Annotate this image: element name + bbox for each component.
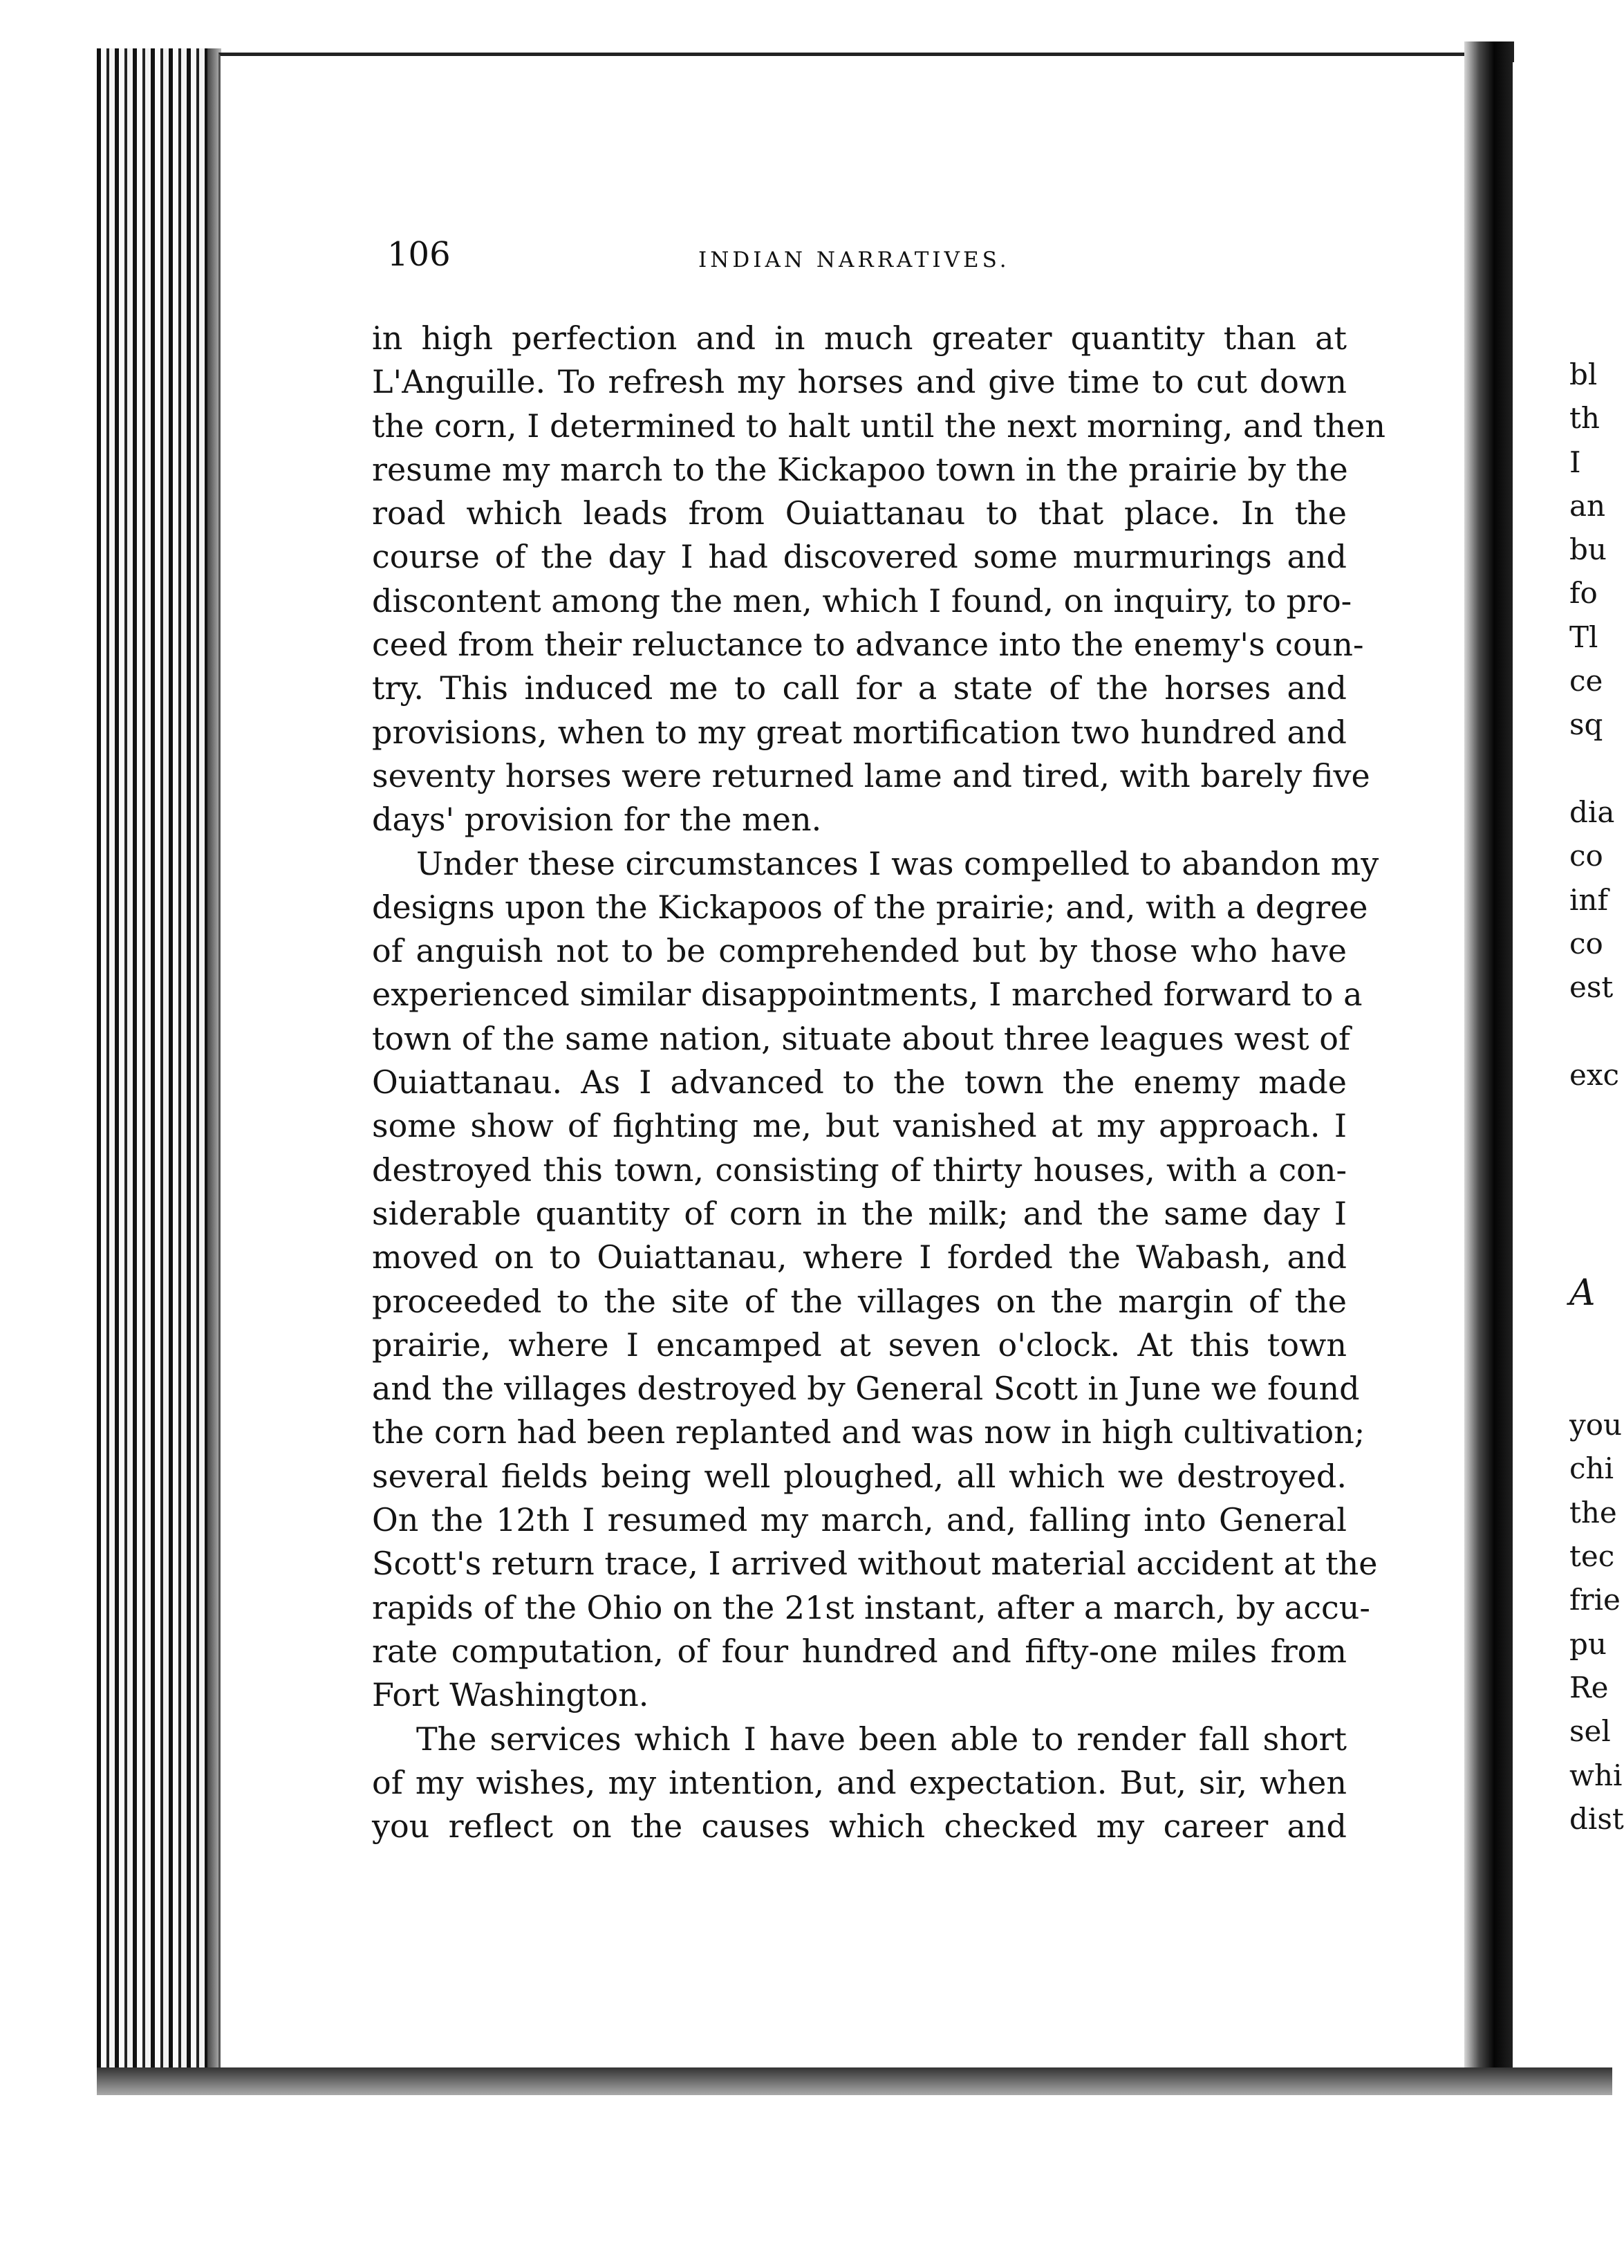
facing-page-fragment: exc [1569, 1057, 1620, 1092]
page-bottom-edge [97, 2067, 1612, 2095]
facing-page-fragment: tec [1569, 1539, 1615, 1574]
text-line: in high perfection and in much greater quantity than at [372, 319, 1347, 357]
text-line: proceeded to the site of the villages on the margin of the [372, 1282, 1347, 1320]
facing-page-fragment: co [1569, 926, 1603, 960]
page-number: 106 [387, 235, 451, 274]
running-head: INDIAN NARRATIVES. [698, 248, 1010, 272]
facing-page-fragment: A [1569, 1272, 1596, 1314]
text-line: resume my march to the Kickapoo town in the prairie by the [372, 450, 1348, 488]
facing-page-fragment [1569, 1316, 1612, 1359]
facing-page-fragment: the [1569, 1495, 1617, 1530]
facing-page-fragment [1569, 1097, 1612, 1140]
facing-page-fragment: sq [1569, 707, 1603, 742]
facing-page-fragment: frie [1569, 1583, 1621, 1617]
text-line: ceed from their reluctance to advance into the enemy's coun- [372, 626, 1364, 664]
paragraph [372, 1718, 1347, 1849]
text-line: Under these circumstances I was compelled to abandon my [416, 844, 1379, 882]
facing-page-fragment: an [1569, 488, 1606, 523]
text-line: of anguish not to be comprehended but by those who have [372, 932, 1347, 970]
text-line: and the villages destroyed by General Scott in June we found [372, 1370, 1360, 1408]
facing-page-fragment: I [1569, 445, 1581, 479]
facing-page-fragment [1569, 1184, 1612, 1228]
text-line: siderable quantity of corn in the milk; and the same day I [372, 1194, 1347, 1232]
text-line: seventy horses were returned lame and tired, with barely five [372, 756, 1370, 794]
book-gutter [1464, 41, 1514, 2088]
text-line: you reflect on the causes which checked my career and [372, 1807, 1347, 1846]
facing-page-fragment: bu [1569, 532, 1607, 567]
text-line: the corn had been replanted and was now in high cultivation; [372, 1413, 1365, 1451]
text-line: discontent among the men, which I found, on inquiry, to pro- [372, 582, 1352, 620]
text-line: experienced similar disappointments, I marched forward to a [372, 976, 1363, 1014]
facing-page-fragment: Tl [1569, 620, 1598, 654]
facing-page-fragment: you [1569, 1408, 1623, 1442]
text-line: Ouiattanau. As I advanced to the town the enemy made [372, 1063, 1347, 1102]
text-line: provisions, when to my great mortification two hundred and [372, 713, 1347, 751]
facing-page-fragment: fo [1569, 576, 1598, 611]
facing-page-fragment: whi [1569, 1758, 1623, 1792]
paragraph [372, 842, 1379, 1718]
facing-page-fragment [1569, 747, 1612, 790]
text-line: L'Anguille. To refresh my horses and give time to cut down [372, 363, 1347, 401]
facing-page-fragment: chi [1569, 1451, 1614, 1486]
facing-page-fragment: Re [1569, 1670, 1609, 1704]
facing-page-fragment [1569, 1140, 1612, 1184]
facing-page-fragment: dia [1569, 794, 1615, 829]
text-line: course of the day I had discovered some murmurings and [372, 538, 1347, 576]
text-line: town of the same nation, situate about three leagues west of [372, 1019, 1350, 1057]
text-line: of my wishes, my intention, and expectation. But, sir, when [372, 1763, 1347, 1801]
text-line: On the 12th I resumed my march, and, falling into General [372, 1501, 1347, 1539]
facing-page-text [1569, 353, 1624, 1841]
text-line: some show of fighting me, but vanished at my approach. I [372, 1107, 1347, 1145]
text-line: prairie, where I encamped at seven o'clock. At this town [372, 1326, 1347, 1364]
facing-page-fragment: inf [1569, 882, 1609, 917]
facing-page-fragment: pu [1569, 1626, 1607, 1661]
facing-page-fragment: co [1569, 839, 1603, 873]
facing-page-fragment: th [1569, 401, 1600, 436]
facing-page-fragment [1569, 1009, 1612, 1052]
text-line: The services which I have been able to render fall short [416, 1720, 1347, 1758]
text-line: road which leads from Ouiattanau to that place. In the [372, 494, 1347, 532]
body-text [372, 317, 1386, 1848]
text-line: destroyed this town, consisting of thirty houses, with a con- [372, 1151, 1347, 1189]
text-line: the corn, I determined to halt until the next morning, and then [372, 407, 1386, 445]
facing-page-fragment: bl [1569, 357, 1598, 391]
facing-page-fragment: dist [1569, 1801, 1624, 1836]
text-line: days' provision for the men. [372, 801, 822, 839]
page-edges [97, 48, 214, 2074]
text-line: moved on to Ouiattanau, where I forded the Wabash, and [372, 1238, 1347, 1276]
page-header [387, 235, 1355, 277]
text-line: rate computation, of four hundred and fifty-one miles from [372, 1632, 1347, 1670]
facing-page-fragment: est [1569, 970, 1614, 1005]
paragraph [372, 317, 1386, 842]
facing-page-fragment: ce [1569, 664, 1603, 698]
text-line: rapids of the Ohio on the 21st instant, after a march, by accu- [372, 1588, 1370, 1626]
text-line: Scott's return trace, I arrived without material accident at the [372, 1545, 1378, 1583]
text-line: Fort Washington. [372, 1676, 649, 1714]
text-line: designs upon the Kickapoos of the prairie; and, with a degree [372, 888, 1368, 926]
facing-page-fragment: sel [1569, 1714, 1611, 1749]
text-line: several fields being well ploughed, all which we destroyed. [372, 1457, 1347, 1495]
facing-page-fragment [1569, 1359, 1612, 1403]
facing-page-fragment [1569, 1228, 1612, 1272]
text-line: try. This induced me to call for a state of the horses and [372, 669, 1347, 707]
